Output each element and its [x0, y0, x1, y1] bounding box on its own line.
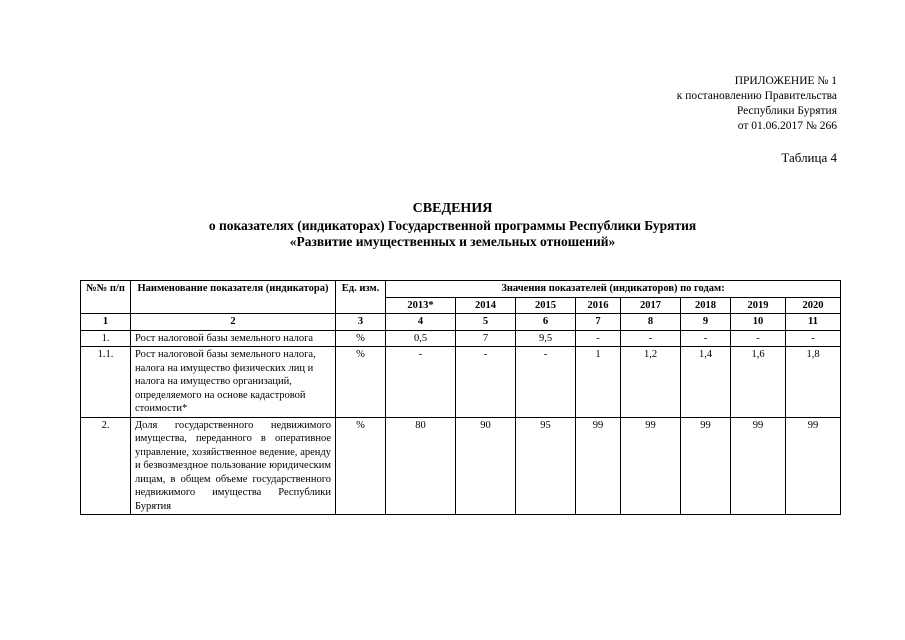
row-value: 9,5 — [516, 330, 576, 347]
row-value: - — [786, 330, 841, 347]
row-value: - — [731, 330, 786, 347]
appendix-republic-line: Республики Бурятия — [736, 105, 837, 117]
row-unit: % — [336, 347, 386, 418]
row-value: 0,5 — [386, 330, 456, 347]
row-value: 1,4 — [681, 347, 731, 418]
title-line-2: о показателях (индикаторах) Государственной программы Республики Бурятия — [208, 217, 697, 233]
row-value: - — [386, 347, 456, 418]
row-value: 1,2 — [621, 347, 681, 418]
indicators-table — [80, 280, 841, 515]
column-number: 8 — [621, 314, 681, 331]
row-indicator-name: Доля государственного недвижимого имущества, переданного в оперативное управление, хозяйственное ведение, аренду и безвозмездное пользование юридическим лицам, в общем объеме государственного недвижимого имущества Республики Бурятия — [131, 417, 336, 515]
row-num: 2. — [81, 417, 131, 515]
row-value: 1,8 — [786, 347, 841, 418]
appendix-decree-line: к постановлению Правительства — [676, 90, 837, 102]
row-value: 7 — [456, 330, 516, 347]
column-number: 3 — [336, 314, 386, 331]
row-value: 99 — [731, 417, 786, 515]
column-number: 6 — [516, 314, 576, 331]
row-value: 1,6 — [731, 347, 786, 418]
header-values-group: Значения показателей (индикаторов) по годам: — [386, 281, 841, 298]
document-title — [0, 201, 905, 251]
appendix-header — [677, 74, 837, 134]
title-line-3: «Развитие имущественных и земельных отношений» — [289, 234, 616, 249]
appendix-date-line: от 01.06.2017 № 266 — [737, 120, 837, 132]
table-row — [81, 330, 841, 347]
row-value: 99 — [681, 417, 731, 515]
row-unit: % — [336, 330, 386, 347]
title-main: СВЕДЕНИЯ — [412, 201, 493, 216]
appendix-title: ПРИЛОЖЕНИЕ № 1 — [734, 75, 837, 87]
row-indicator-name: Рост налоговой базы земельного налога, налога на имущество физических лиц и налога на имущество организаций, определяемого на основе кадастровой стоимости* — [131, 347, 336, 418]
column-number: 11 — [786, 314, 841, 331]
header-unit: Ед. изм. — [336, 281, 386, 314]
header-year: 2016 — [576, 297, 621, 314]
column-number: 4 — [386, 314, 456, 331]
header-year: 2019 — [731, 297, 786, 314]
header-year: 2020 — [786, 297, 841, 314]
row-value: - — [456, 347, 516, 418]
table-label: Таблица 4 — [781, 150, 837, 165]
column-number: 10 — [731, 314, 786, 331]
row-num: 1.1. — [81, 347, 131, 418]
column-number: 1 — [81, 314, 131, 331]
table-row — [81, 347, 841, 418]
column-number: 7 — [576, 314, 621, 331]
header-name: Наименование показателя (индикатора) — [131, 281, 336, 314]
table-row — [81, 417, 841, 515]
row-num: 1. — [81, 330, 131, 347]
row-value: - — [681, 330, 731, 347]
header-year: 2017 — [621, 297, 681, 314]
row-value: 99 — [621, 417, 681, 515]
header-year: 2014 — [456, 297, 516, 314]
row-value: 95 — [516, 417, 576, 515]
column-number: 5 — [456, 314, 516, 331]
header-year: 2018 — [681, 297, 731, 314]
row-value: 80 — [386, 417, 456, 515]
row-value: - — [576, 330, 621, 347]
header-year: 2013* — [386, 297, 456, 314]
row-value: 90 — [456, 417, 516, 515]
column-numbers-row — [81, 314, 841, 331]
header-row-1 — [81, 281, 841, 298]
row-value: 99 — [786, 417, 841, 515]
header-num: №№ п/п — [81, 281, 131, 314]
row-value: 1 — [576, 347, 621, 418]
row-unit: % — [336, 417, 386, 515]
row-indicator-name: Рост налоговой базы земельного налога — [131, 330, 336, 347]
header-year: 2015 — [516, 297, 576, 314]
row-value: - — [621, 330, 681, 347]
column-number: 9 — [681, 314, 731, 331]
row-value: 99 — [576, 417, 621, 515]
row-value: - — [516, 347, 576, 418]
column-number: 2 — [131, 314, 336, 331]
